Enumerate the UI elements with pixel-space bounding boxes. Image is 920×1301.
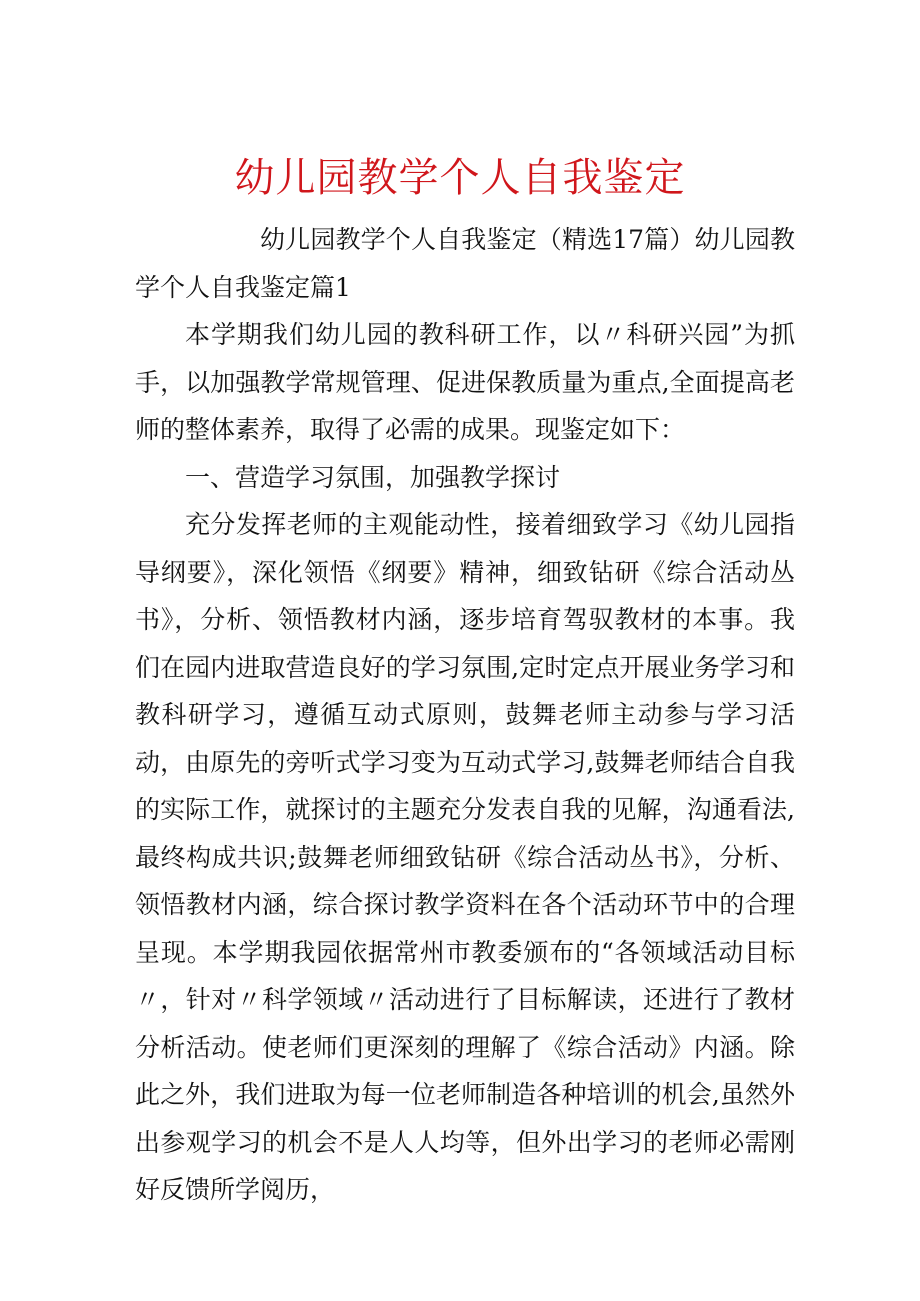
document-title: 幼儿园教学个人自我鉴定 [234, 155, 686, 201]
document-subtitle: 幼儿园教学个人自我鉴定（精选17篇）幼儿园教学个人自我鉴定篇1 [135, 225, 795, 302]
paragraph-intro: 本学期我们幼儿园的教科研工作，以〃科研兴园”为抓手，以加强教学常规管理、促进保教质量为重点,全面提高老师的整体素养，取得了必需的成果。现鉴定如下： [135, 320, 795, 444]
paragraph-section-body: 充分发挥老师的主观能动性，接着细致学习《幼儿园指导纲要》，深化领悟《纲要》精神，细致钻研《综合活动丛书》，分析、领悟教材内涵，逐步培育驾驭教材的本事。我们在园内进取营造良好的学习氛围,定时定点开展业务学习和教科研学习，遵循互动式原则，鼓舞老师主动参与学习活动，由原先的旁听式学习变为互动式学习,鼓舞老师结合自我的实际工作，就探讨的主题充分发表自我的见解，沟通看法,最终构成共识;鼓舞老师细致钻研《综合活动丛书》，分析、领悟教材内涵，综合探讨教学资料在各个活动环节中的合理呈现。本学期我园依据常州市教委颁布的“各领域活动目标〃，针对〃科学领域〃活动进行了目标解读，还进行了教材分析活动。使老师们更深刻的理解了《综合活动》内涵。除此之外，我们进取为每一位老师制造各种培训的机会,虽然外出参观学习的机会不是人人均等，但外出学习的老师必需刚好反馈所学阅历， [135, 510, 795, 1204]
document-body [135, 216, 795, 1214]
section-heading: 一、营造学习氛围，加强教学探讨 [185, 462, 561, 492]
